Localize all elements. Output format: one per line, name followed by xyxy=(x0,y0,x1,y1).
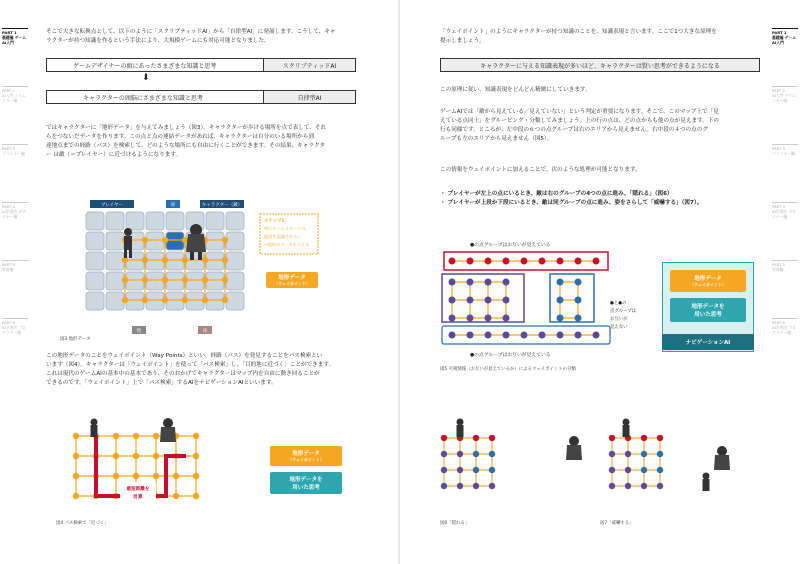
terrain-tile xyxy=(126,292,144,310)
waypoint-dot xyxy=(641,483,647,489)
red-waypoint xyxy=(521,258,528,265)
waypoint-dot xyxy=(473,451,479,457)
compare-bottom-right-cell xyxy=(263,91,355,103)
terrain-tile xyxy=(86,272,104,290)
terrain-tile xyxy=(86,252,104,270)
terrain-tile xyxy=(106,212,124,230)
terrain-tile xyxy=(146,292,164,310)
red-waypoint xyxy=(485,258,492,265)
waypoint-dot xyxy=(473,435,479,441)
waypoint-dot xyxy=(489,483,495,489)
fig5-top-label: ●の点グループはお互いが見えている xyxy=(470,243,551,248)
side-tab xyxy=(2,260,28,272)
blue-waypoint xyxy=(557,315,564,322)
terrain-tile xyxy=(206,292,224,310)
player-figure-icon xyxy=(457,419,464,438)
blue-waypoint xyxy=(557,279,564,286)
bottom-waypoint xyxy=(485,332,492,339)
side-tab xyxy=(2,318,28,335)
shortest-label: 計算 xyxy=(133,495,143,500)
waypoint-dot xyxy=(133,433,139,439)
terrain-tile xyxy=(146,252,164,270)
step1-line: →地形のデータを与える xyxy=(264,242,310,247)
fig7-threaten-diagram xyxy=(609,435,663,489)
side-tab-title: AI入門 クリエイター編 xyxy=(2,93,26,103)
compare-box-autonomous xyxy=(46,90,356,104)
purple-waypoint xyxy=(503,279,510,286)
autonomous-ai-label: 自律型AI xyxy=(297,94,322,102)
side-tab xyxy=(772,202,798,219)
waypoint-dot xyxy=(73,473,79,479)
side-tab-part: PART 1 xyxy=(2,30,17,35)
bottom-waypoint xyxy=(467,332,474,339)
waypoint-dot xyxy=(182,277,188,283)
text-line: らをつないだデータを作ります。この点と点の連結データがあれば、キャラクターは自分のいる場所から到 xyxy=(46,134,314,140)
waypoint-dot xyxy=(222,297,228,303)
side-tab-title: AI学習法 デザイナー編 xyxy=(772,209,796,219)
terrain-tile xyxy=(226,272,244,290)
waypoint-dot xyxy=(641,435,647,441)
side-tab xyxy=(772,318,798,335)
waypoint-dot xyxy=(122,277,128,283)
wall-label: 壁 xyxy=(136,329,142,334)
compare-top-right-cell xyxy=(263,59,355,71)
waypoint-dot xyxy=(489,451,495,457)
right-paragraph-4: この情報をウェイポイントに加えることで、次のような処理が可能となります。 xyxy=(440,167,641,173)
right-paragraph-1 xyxy=(440,28,770,46)
waypoint-dot xyxy=(113,433,119,439)
player-figure-icon xyxy=(623,419,630,438)
purple-waypoint xyxy=(503,315,510,322)
purple-waypoint xyxy=(467,297,474,304)
fig4-terrain-data-box xyxy=(270,446,342,466)
waypoint-dot xyxy=(193,493,199,499)
waypoint-dot xyxy=(441,435,447,441)
side-tab-part: PART 5 xyxy=(772,262,785,267)
bottom-waypoint xyxy=(575,332,582,339)
terrain-tile xyxy=(186,292,204,310)
waypoint-dot xyxy=(73,453,79,459)
bottom-waypoint xyxy=(503,332,510,339)
box-line: 用いた思考 xyxy=(694,312,722,318)
waypoint-dot xyxy=(441,483,447,489)
waypoint-dot xyxy=(657,483,663,489)
fig3-terrain-diagram xyxy=(60,196,360,338)
fig4-thinking-box xyxy=(270,472,342,494)
principle-box xyxy=(440,58,760,72)
text-line: 行も同様です。ところが、左中段の６つの点グループは右のエリアから見えません。右中段の４つの点のグ xyxy=(440,127,708,133)
enemy-figure-icon xyxy=(566,436,582,460)
box-line: 地形データ xyxy=(694,276,722,282)
purple-waypoint xyxy=(503,297,510,304)
blue-waypoint xyxy=(575,279,582,286)
compare-top-left-text: ゲームデザイナーの頭にあったさまざまな知識と思考 xyxy=(73,62,217,70)
side-tab-title: 基礎編 ゲームAI入門 xyxy=(772,35,797,45)
terrain-tile xyxy=(146,232,164,250)
player-figure-icon xyxy=(91,419,98,438)
left-paragraph-1 xyxy=(46,28,366,46)
side-tab-title: プランナー編 xyxy=(772,151,795,156)
waypoint-dot xyxy=(182,297,188,303)
waypoint-dot xyxy=(609,435,615,441)
down-arrow-icon: ⬇ xyxy=(142,73,150,83)
waypoint-dot xyxy=(457,451,463,457)
text-line: ラクターが持つ知識を作るという手法により、大規模ゲームにも対応可能となりました。 xyxy=(46,38,270,44)
terrain-tile xyxy=(166,272,184,290)
side-tab-title: AI学習法 プログラマー編 xyxy=(772,325,796,335)
enemy-figure-icon xyxy=(160,418,176,442)
terrain-tile xyxy=(106,252,124,270)
bottom-waypoint xyxy=(539,332,546,339)
waypoint-dot xyxy=(609,467,615,473)
bullet-list xyxy=(440,190,770,208)
fig6-caption: 図6「隠れる」 xyxy=(440,521,470,526)
terrain-tile xyxy=(226,292,244,310)
side-tab xyxy=(772,144,798,156)
list-item: ・ プレイヤーが左上の点にいるとき、敵は右のグループの4つの点に進み、「隠れる」（図6） xyxy=(440,191,673,197)
side-tab-title: 基礎編 ゲームAI入門 xyxy=(2,35,27,45)
purple-waypoint xyxy=(467,315,474,322)
waypoint-dot xyxy=(153,453,159,459)
fig5-mid-label: ●と●の xyxy=(610,301,627,306)
enemy-figure-icon xyxy=(714,446,730,470)
fig5-mid-label: お互いが xyxy=(610,317,628,322)
waypoint-dot xyxy=(193,433,199,439)
list-item: ・ プレイヤーが上段か下段にいるとき、敵は同グループの点に進み、姿をさらして「威嚇する」（図7）。 xyxy=(440,200,703,206)
waypoint-dot xyxy=(162,257,168,263)
terrain-tile xyxy=(86,212,104,230)
box-line: 地形データを xyxy=(289,477,323,483)
red-waypoint xyxy=(557,258,564,265)
side-tab-part: PART 4 xyxy=(772,204,785,209)
terrain-tile xyxy=(166,232,184,250)
waypoint-dot xyxy=(193,453,199,459)
terrain-tile xyxy=(106,292,124,310)
fig6-hide-diagram xyxy=(441,435,495,489)
waypoint-dot xyxy=(457,467,463,473)
fig3-caption: 図3 地形データ xyxy=(60,337,91,342)
waypoint-dot xyxy=(202,257,208,263)
waypoint-dot xyxy=(122,297,128,303)
side-tab xyxy=(772,86,798,103)
side-tab xyxy=(2,28,28,45)
side-tab xyxy=(772,260,798,272)
waypoint-dot xyxy=(625,467,631,473)
text-line: 提示しましょう。 xyxy=(440,38,485,44)
waypoint-dot xyxy=(641,451,647,457)
text-line: これは現代のゲームAIの基本中の基本であり、そのおかげでキャラクターはマップ内を自由に動き回ることが xyxy=(46,371,320,377)
compare-bottom-left-text: キャラクターの頭脳にさまざまな知識と思考 xyxy=(83,94,203,102)
waypoint-dot xyxy=(133,473,139,479)
waypoint-dot xyxy=(133,453,139,459)
waypoint-dot xyxy=(657,435,663,441)
terrain-tile xyxy=(226,232,244,250)
fig7-caption: 図7「威嚇する」 xyxy=(600,521,634,526)
waypoint-dot xyxy=(202,277,208,283)
left-paragraph-2 xyxy=(46,124,366,160)
terrain-tile xyxy=(166,212,184,230)
side-tab-title: プランナー編 xyxy=(2,151,25,156)
text-line: います（図4）。キャラクターは「ウェイポイント」を使って「パス検索」し、「目的地に近づく」ことができます。 xyxy=(46,362,335,368)
waypoint-dot xyxy=(153,473,159,479)
red-waypoint xyxy=(593,258,600,265)
side-tab-title: AI学習法 プログラマー編 xyxy=(2,325,26,335)
waypoint-dot xyxy=(609,451,615,457)
bottom-waypoint xyxy=(521,332,528,339)
bottom-waypoint xyxy=(593,332,600,339)
terrain-tile xyxy=(146,272,164,290)
red-waypoint xyxy=(449,258,456,265)
waypoint-dot xyxy=(113,453,119,459)
fig5-mid-label: 点グループは xyxy=(610,309,636,314)
terrain-tile xyxy=(106,272,124,290)
right-paragraph-3 xyxy=(440,108,770,144)
purple-waypoint xyxy=(485,297,492,304)
door-label: 扉 xyxy=(170,203,176,208)
terrain-tile xyxy=(86,232,104,250)
side-tab-part: PART 5 xyxy=(2,262,15,267)
terrain-tile xyxy=(146,212,164,230)
terrain-tile xyxy=(86,292,104,310)
side-tab-part: PART 3 xyxy=(772,146,785,151)
waypoint-dot xyxy=(162,297,168,303)
waypoint-dot xyxy=(473,467,479,473)
side-tab xyxy=(772,28,798,45)
side-tab-part: PART 3 xyxy=(2,146,15,151)
terrain-tile xyxy=(226,212,244,230)
waypoint-dot xyxy=(657,451,663,457)
waypoint-dot xyxy=(162,277,168,283)
purple-waypoint xyxy=(485,279,492,286)
waypoint-dot xyxy=(113,473,119,479)
waypoint-dot xyxy=(182,257,188,263)
box-line: （ウェイポイント） xyxy=(288,457,324,462)
terrain-tile xyxy=(126,272,144,290)
scripted-ai-label: スクリプティッドAI xyxy=(282,62,337,70)
right-paragraph-2: この原理に従い、知識表現をどんどん精緻にしていきます。 xyxy=(440,87,591,93)
terrain-tile xyxy=(206,272,224,290)
waypoint-dot xyxy=(162,237,168,243)
purple-waypoint xyxy=(449,297,456,304)
purple-waypoint xyxy=(449,315,456,322)
side-tab-part: PART 1 xyxy=(772,30,787,35)
fig5-thinking-box xyxy=(670,298,746,322)
waypoint-dot xyxy=(625,451,631,457)
purple-waypoint xyxy=(449,279,456,286)
side-tab-part: PART 6 xyxy=(772,320,785,325)
terrain-tile xyxy=(166,292,184,310)
step1-line: 地形を認識させたい xyxy=(264,234,302,239)
fig6-fig7-diagrams xyxy=(436,418,766,518)
waypoint-dot xyxy=(441,451,447,457)
nav-ai-label: ナビゲーションAI xyxy=(685,340,731,346)
side-tab-title: 実装編 xyxy=(772,267,784,272)
box-line: （ウェイポイント） xyxy=(690,282,726,287)
side-tab-title: AI学習法 デザイナー編 xyxy=(2,209,26,219)
side-tab-part: PART 2 xyxy=(772,88,785,93)
waypoint-dot xyxy=(489,435,495,441)
waypoint-dot xyxy=(73,433,79,439)
red-waypoint xyxy=(467,258,474,265)
waypoint-dot xyxy=(153,433,159,439)
waypoint-dot xyxy=(489,467,495,473)
side-tab-title: 実装編 xyxy=(2,267,14,272)
fig5-mid-label: 見えない xyxy=(610,325,628,330)
waypoint-dot xyxy=(193,473,199,479)
blue-waypoint xyxy=(557,297,564,304)
waypoint-dot xyxy=(142,277,148,283)
enemy-label: キャラクター（敵） xyxy=(201,203,243,208)
purple-waypoint xyxy=(467,279,474,286)
blue-waypoint xyxy=(575,297,582,304)
waypoint-dot xyxy=(173,493,179,499)
waypoint-dot xyxy=(222,257,228,263)
terrain-tile xyxy=(106,232,124,250)
bottom-waypoint xyxy=(557,332,564,339)
terrain-tile xyxy=(206,232,224,250)
text-line: この地形データのことをウェイポイント（Way Points）といい、経路（パス）を発見することをパス検索とい xyxy=(46,353,323,359)
waypoint-dot xyxy=(73,493,79,499)
side-tab xyxy=(2,144,28,156)
red-waypoint xyxy=(503,258,510,265)
waypoint-dot xyxy=(641,467,647,473)
player-label: プレイヤー xyxy=(100,203,124,208)
floor-label: 床 xyxy=(202,329,208,334)
side-tab xyxy=(2,202,28,219)
waypoint-dot xyxy=(657,467,663,473)
waypoint-dot xyxy=(142,257,148,263)
terrain-tile xyxy=(126,212,144,230)
side-tab-part: PART 4 xyxy=(2,204,15,209)
box-line: 用いた思考 xyxy=(292,485,320,491)
text-line: 達地点までの経路（パス）を検索して、どのような場所にも自由に行くことができます。その結果、キャラクタ xyxy=(46,143,326,149)
waypoint-dot xyxy=(202,297,208,303)
box-line: 地形データ xyxy=(292,451,320,457)
player-figure-icon xyxy=(703,473,710,492)
text-line: そこで大きな転換点として、以下のように「スクリプティッドAI」から「自律型AI」に発展します。こうして、キャ xyxy=(46,29,336,35)
text-line: できるのです。「ウェイポイント」上で「パス検索」するAIをナビゲーションAIといいます。 xyxy=(46,380,277,386)
red-waypoint xyxy=(575,258,582,265)
waypoint-dot xyxy=(173,473,179,479)
waypoint-dot xyxy=(473,483,479,489)
red-waypoint xyxy=(539,258,546,265)
waypoint-dot xyxy=(222,277,228,283)
waypoint-dot xyxy=(142,297,148,303)
fig5-terrain-data-box xyxy=(670,270,746,292)
step1-title: ステップ1： xyxy=(264,219,289,224)
waypoint-dot xyxy=(609,483,615,489)
waypoint-dot xyxy=(457,483,463,489)
waypoint-dot xyxy=(222,237,228,243)
purple-waypoint xyxy=(485,315,492,322)
side-tab-part: PART 2 xyxy=(2,88,15,93)
left-paragraph-3 xyxy=(46,352,366,388)
text-line: えている点同士」をグルーピング・分類してみましょう。上の行の点は、どの点からも他の点が見えます。下の xyxy=(440,118,719,124)
waypoint-dot xyxy=(441,467,447,473)
terrain-tile xyxy=(206,252,224,270)
step1-line: AIにゲームステージの xyxy=(264,226,306,231)
fig5-caption: 図5 可視情報（お互いが見えているか）によるウェイポイントの分類 xyxy=(440,367,576,372)
terrain-tile xyxy=(166,252,184,270)
terrain-tile xyxy=(206,212,224,230)
box-line: 地形データを xyxy=(691,304,725,310)
fig3-terrain-data-box xyxy=(266,272,318,288)
terrain-tile xyxy=(226,252,244,270)
text-line: ゲームAIでは「敵から見えている／見えていない」という判定が重要になります。そこで、このマップ上で「見 xyxy=(440,109,719,115)
terrain-tile xyxy=(126,252,144,270)
fig4-caption: 図4 パス検索で「近づく」 xyxy=(56,521,109,526)
bottom-waypoint xyxy=(449,332,456,339)
fig4-path-search-diagram xyxy=(56,418,266,518)
principle-text: キャラクターに与える知識表現が多いほど、キャラクターは賢い思考ができるようになる xyxy=(480,62,720,70)
side-tab-title: AI入門 クリエイター編 xyxy=(772,93,796,103)
side-tab-part: PART 6 xyxy=(2,320,15,325)
side-tab xyxy=(2,86,28,103)
text-line: ループも左のエリアから見えません（図5）。 xyxy=(440,136,553,142)
text-line: ー は敵（＝プレイヤー）に近づけるようになります。 xyxy=(46,152,182,158)
terrain-tile xyxy=(186,272,204,290)
box-line: 地形データ xyxy=(278,275,306,281)
shortest-label: 最短距離を xyxy=(126,487,150,492)
box-line: （ウェイポイント） xyxy=(274,281,310,286)
waypoint-dot xyxy=(142,237,148,243)
fig5-bottom-label: ●の点グループはお互いが見えている xyxy=(470,353,551,358)
text-line: 「ウェイポイント」のようにキャラクターが持つ知識のことを、知識表現と言います。ここで1つ大きな原理を xyxy=(440,29,717,35)
blue-waypoint xyxy=(575,315,582,322)
text-line: ではキャラクターに「地形データ」を与えてみましょう（図3）。キャラクターが歩ける場所を点で表して、それ xyxy=(46,125,327,131)
waypoint-dot xyxy=(625,483,631,489)
compare-box-scripted xyxy=(46,58,356,72)
right-page xyxy=(400,0,800,564)
nav-ai-label-box xyxy=(662,334,754,350)
